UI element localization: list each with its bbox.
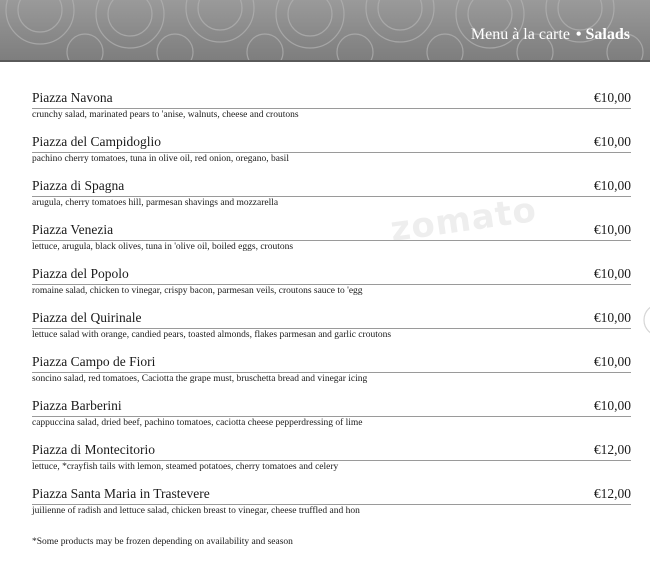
item-divider: [32, 152, 631, 153]
item-name: Piazza Santa Maria in Trastevere: [32, 486, 210, 501]
page-title: [471, 26, 630, 44]
footnote: *Some products may be frozen depending on availability and season: [32, 537, 293, 547]
item-divider: [32, 284, 631, 285]
item-divider: [32, 328, 631, 329]
item-description: romaine salad, chicken to vinegar, crispy bacon, parmesan veils, croutons sauce to 'egg: [32, 286, 363, 296]
item-price: €10,00: [593, 178, 631, 193]
menu-item: [32, 398, 631, 442]
menu-item: [32, 222, 631, 266]
item-description: cappuccina salad, dried beef, pachino tomatoes, caciotta cheese pepperdressing of lime: [32, 418, 363, 428]
item-name: Piazza del Quirinale: [32, 310, 142, 325]
menu-list: [32, 90, 631, 530]
item-price: €10,00: [593, 90, 631, 105]
item-name: Piazza del Campidoglio: [32, 134, 161, 149]
item-name: Piazza Campo de Fiori: [32, 354, 156, 369]
item-description: lettuce, arugula, black olives, tuna in 'olive oil, boiled eggs, croutons: [32, 242, 294, 252]
watermark: zomato: [387, 189, 540, 251]
item-description: lettuce, *crayfish tails with lemon, steamed potatoes, cherry tomatoes and celery: [32, 462, 339, 472]
item-divider: [32, 196, 631, 197]
item-divider: [32, 504, 631, 505]
item-name: Piazza Venezia: [32, 222, 114, 237]
item-divider: [32, 460, 631, 461]
item-divider: [32, 240, 631, 241]
item-price: €12,00: [593, 442, 631, 457]
item-description: arugula, cherry tomatoes hill, parmesan shavings and mozzarella: [32, 198, 279, 208]
menu-item: [32, 178, 631, 222]
item-divider: [32, 372, 631, 373]
menu-item: [32, 310, 631, 354]
item-divider: [32, 108, 631, 109]
item-price: €10,00: [593, 222, 631, 237]
header-banner: [0, 0, 650, 60]
section-title: Menu à la carte: [470, 26, 570, 43]
item-description: crunchy salad, marinated pears to 'anise, walnuts, cheese and croutons: [32, 110, 299, 120]
category-title: Salads: [585, 26, 630, 43]
header-rule: [0, 60, 650, 62]
item-name: Piazza del Popolo: [32, 266, 129, 281]
item-divider: [32, 416, 631, 417]
item-name: Piazza Navona: [32, 90, 113, 105]
item-name: Piazza di Montecitorio: [32, 442, 155, 457]
item-price: €10,00: [593, 134, 631, 149]
menu-item: [32, 90, 631, 134]
menu-item: [32, 442, 631, 486]
item-price: €10,00: [593, 354, 631, 369]
item-price: €12,00: [593, 486, 631, 501]
item-name: Piazza di Spagna: [32, 178, 125, 193]
item-price: €10,00: [593, 310, 631, 325]
item-name: Piazza Barberini: [32, 398, 122, 413]
item-description: soncino salad, red tomatoes, Caciotta the grape must, bruschetta bread and vinegar icing: [32, 374, 368, 384]
menu-item: [32, 486, 631, 530]
menu-item: [32, 354, 631, 398]
menu-item: [32, 266, 631, 310]
item-description: lettuce salad with orange, candied pears, toasted almonds, flakes parmesan and garlic croutons: [32, 330, 392, 340]
item-description: pachino cherry tomatoes, tuna in olive oil, red onion, oregano, basil: [32, 154, 289, 164]
item-price: €10,00: [593, 398, 631, 413]
item-price: €10,00: [593, 266, 631, 281]
menu-item: [32, 134, 631, 178]
edge-ornament-icon: [640, 290, 650, 350]
item-description: juilienne of radish and lettuce salad, chicken breast to vinegar, cheese truffled and hon: [32, 506, 360, 516]
title-separator: •: [575, 26, 582, 43]
